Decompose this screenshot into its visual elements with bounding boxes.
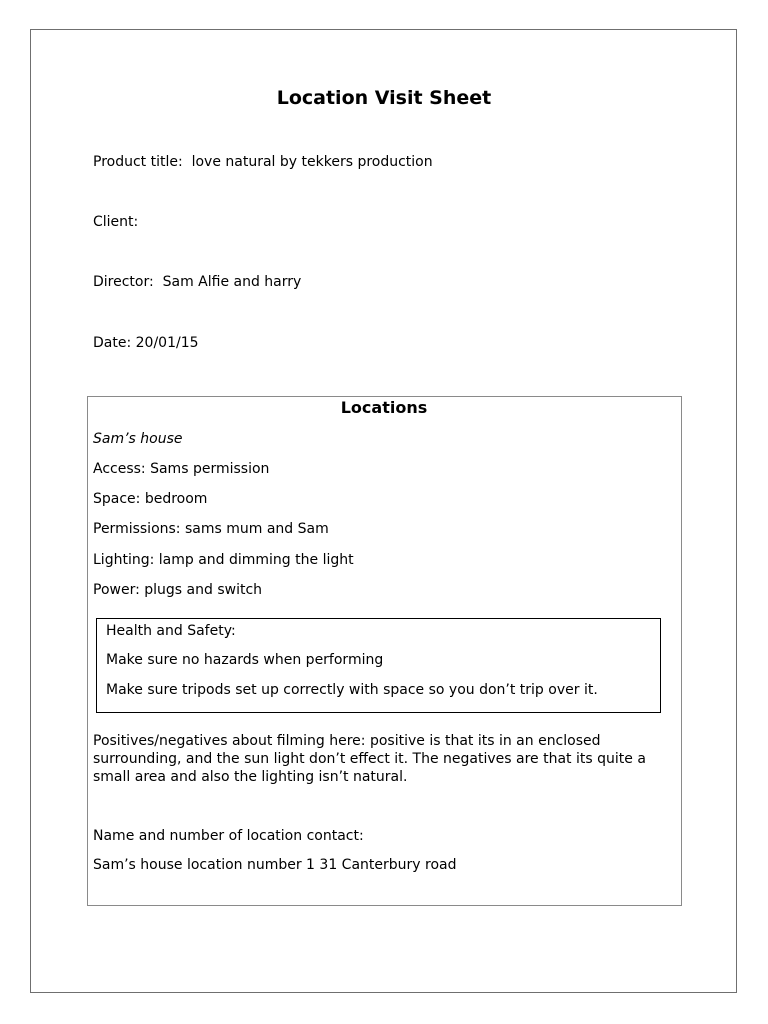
page-title: Location Visit Sheet (276, 87, 492, 109)
contact-label: Name and number of location contact: (93, 828, 364, 844)
lighting-line: Lighting: lamp and dimming the light (93, 552, 354, 568)
health-safety-item: Make sure no hazards when performing (106, 652, 384, 668)
locations-heading: Locations (340, 398, 428, 417)
contact-value: Sam’s house location number 1 31 Canterbury road (93, 857, 457, 873)
permissions-line: Permissions: sams mum and Sam (93, 521, 329, 537)
client-field: Client: (93, 214, 139, 230)
health-safety-heading: Health and Safety: (106, 623, 236, 639)
positives-negatives-paragraph: Positives/negatives about filming here: positive is that its in an enclosed surrounding, and the sun light don’t effect it. The negatives are that its quite a small area and also the lighting isn’t natural. (93, 733, 646, 785)
access-line: Access: Sams permission (93, 461, 270, 477)
date-field: Date: 20/01/15 (93, 335, 199, 351)
power-line: Power: plugs and switch (93, 582, 263, 598)
health-safety-item: Make sure tripods set up correctly with space so you don’t trip over it. (106, 682, 598, 698)
space-line: Space: bedroom (93, 491, 208, 507)
director-field: Director: Sam Alfie and harry (93, 274, 302, 290)
location-name: Sam’s house (93, 431, 183, 447)
product-title-field: Product title: love natural by tekkers production (93, 154, 433, 170)
